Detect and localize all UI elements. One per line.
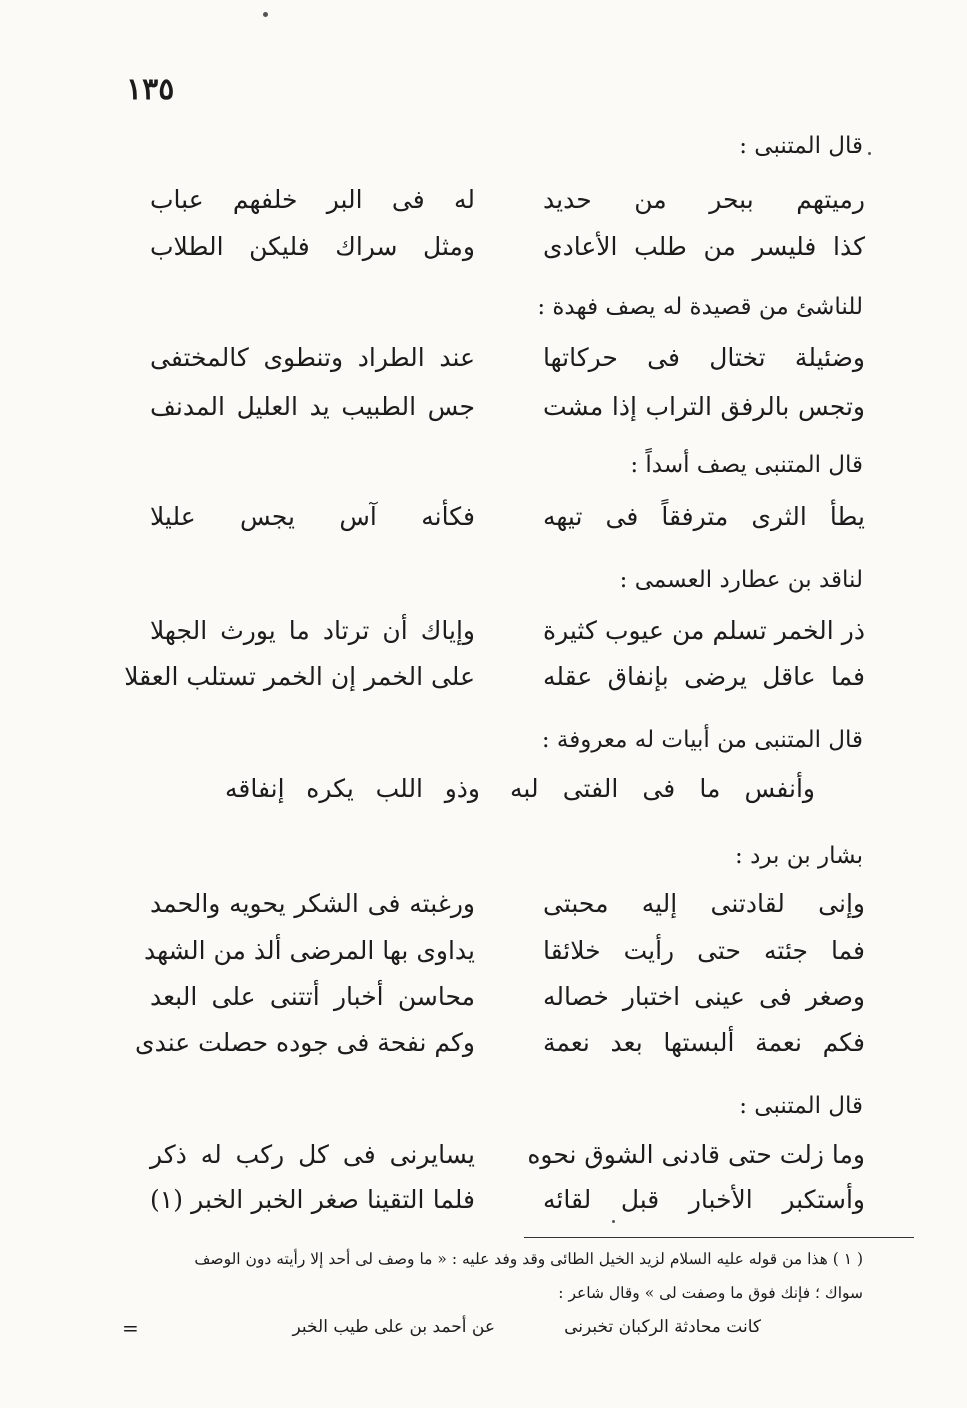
scan-speck bbox=[868, 152, 871, 155]
verse-line bbox=[150, 343, 865, 383]
verse-line bbox=[135, 1028, 865, 1068]
second-hemistich: ومثل سراك فليكن الطلاب bbox=[150, 232, 475, 261]
poem-attribution: قال المتنبى يصف أسداً : bbox=[630, 452, 863, 478]
first-hemistich: فما جئته حتى رأيت خلائقا bbox=[543, 936, 865, 965]
scan-speck bbox=[263, 12, 268, 17]
poem-attribution: قال المتنبى من أبيات له معروفة : bbox=[541, 727, 863, 753]
second-hemistich: على الخمر إن الخمر تستلب العقلا bbox=[124, 662, 475, 691]
footnote-verse-first: كانت محادثة الركبان تخبرنى bbox=[564, 1317, 761, 1337]
poem-attribution: بشار بن برد : bbox=[735, 843, 863, 869]
verse-line bbox=[150, 982, 865, 1022]
verse-line bbox=[150, 502, 865, 542]
second-hemistich: عند الطراد وتنطوى كالمختفى bbox=[150, 343, 475, 372]
first-hemistich: فكم نعمة ألبستها بعد نعمة bbox=[543, 1028, 865, 1057]
second-hemistich: يداوى بها المرضى ألذ من الشهد bbox=[144, 936, 475, 965]
scan-speck bbox=[612, 1220, 615, 1223]
verse-line bbox=[150, 1140, 865, 1180]
second-hemistich: جس الطبيب يد العليل المدنف bbox=[150, 392, 475, 421]
second-hemistich: ورغبته فى الشكر يحويه والحمد bbox=[150, 889, 475, 918]
poem-attribution: قال المتنبى : bbox=[739, 133, 863, 159]
verse-line bbox=[150, 185, 865, 225]
first-hemistich: وإنى لقادتنى إليه محبتى bbox=[543, 889, 865, 918]
verse-line bbox=[150, 232, 865, 272]
second-hemistich: وذو اللب يكره إنفاقه bbox=[225, 774, 480, 803]
first-hemistich: وتجس بالرفق التراب إذا مشت bbox=[543, 392, 865, 421]
verse-line bbox=[150, 1185, 865, 1225]
second-hemistich: وكم نفحة فى جوده حصلت عندى bbox=[135, 1028, 475, 1057]
first-hemistich: وصغر فى عينى اختبار خصاله bbox=[543, 982, 865, 1011]
footnote-separator bbox=[524, 1237, 914, 1238]
verse-line bbox=[150, 392, 865, 432]
first-hemistich: ذر الخمر تسلم من عيوب كثيرة bbox=[543, 616, 865, 645]
footnote-text: سواك ؛ فإنك فوق ما وصفت لى » وقال شاعر : bbox=[558, 1284, 863, 1302]
second-hemistich: فكأنه آس يجس عليلا bbox=[150, 502, 475, 531]
first-hemistich: رميتهم ببحر من حديد bbox=[543, 185, 865, 214]
first-hemistich: كذا فليسر من طلب الأعادى bbox=[543, 232, 865, 261]
first-hemistich: وأنفس ما فى الفتى لبه bbox=[510, 774, 815, 803]
footnote-text: ( ١ ) هذا من قوله عليه السلام لزيد الخيل الطائى وقد وفد عليه : « ما وصف لى أحد إلا رأيته دون الوصف bbox=[194, 1250, 863, 1268]
verse-line bbox=[124, 662, 865, 702]
verse-line bbox=[150, 616, 865, 656]
second-hemistich: وإياك أن ترتاد ما يورث الجهلا bbox=[150, 616, 475, 645]
poem-attribution: قال المتنبى : bbox=[739, 1093, 863, 1119]
continuation-mark: = bbox=[122, 1316, 139, 1340]
second-hemistich: محاسن أخبار أتتنى على البعد bbox=[150, 982, 475, 1011]
second-hemistich: فلما التقينا صغر الخبر الخبر (١) bbox=[150, 1185, 475, 1214]
poem-attribution: للناشئ من قصيدة له يصف فهدة : bbox=[537, 294, 863, 320]
first-hemistich: وما زلت حتى قادنى الشوق نحوه bbox=[527, 1140, 865, 1169]
second-hemistich: له فى البر خلفهم عباب bbox=[150, 185, 475, 214]
footnote-verse-second: عن أحمد بن على طيب الخبر bbox=[292, 1317, 495, 1337]
verse-line bbox=[150, 774, 865, 814]
first-hemistich: وضئيلة تختال فى حركاتها bbox=[543, 343, 865, 372]
page-number: ١٣٥ bbox=[126, 72, 175, 107]
first-hemistich: يطأ الثرى مترفقاً فى تيهه bbox=[543, 502, 865, 531]
verse-line bbox=[144, 936, 865, 976]
second-hemistich: يسايرنى فى كل ركب له ذكر bbox=[150, 1140, 475, 1169]
verse-line bbox=[150, 889, 865, 929]
poem-attribution: لناقد بن عطارد العسمى : bbox=[619, 567, 863, 593]
first-hemistich: فما عاقل يرضى بإنفاق عقله bbox=[543, 662, 865, 691]
first-hemistich: وأستكبر الأخبار قبل لقائه bbox=[543, 1185, 865, 1214]
